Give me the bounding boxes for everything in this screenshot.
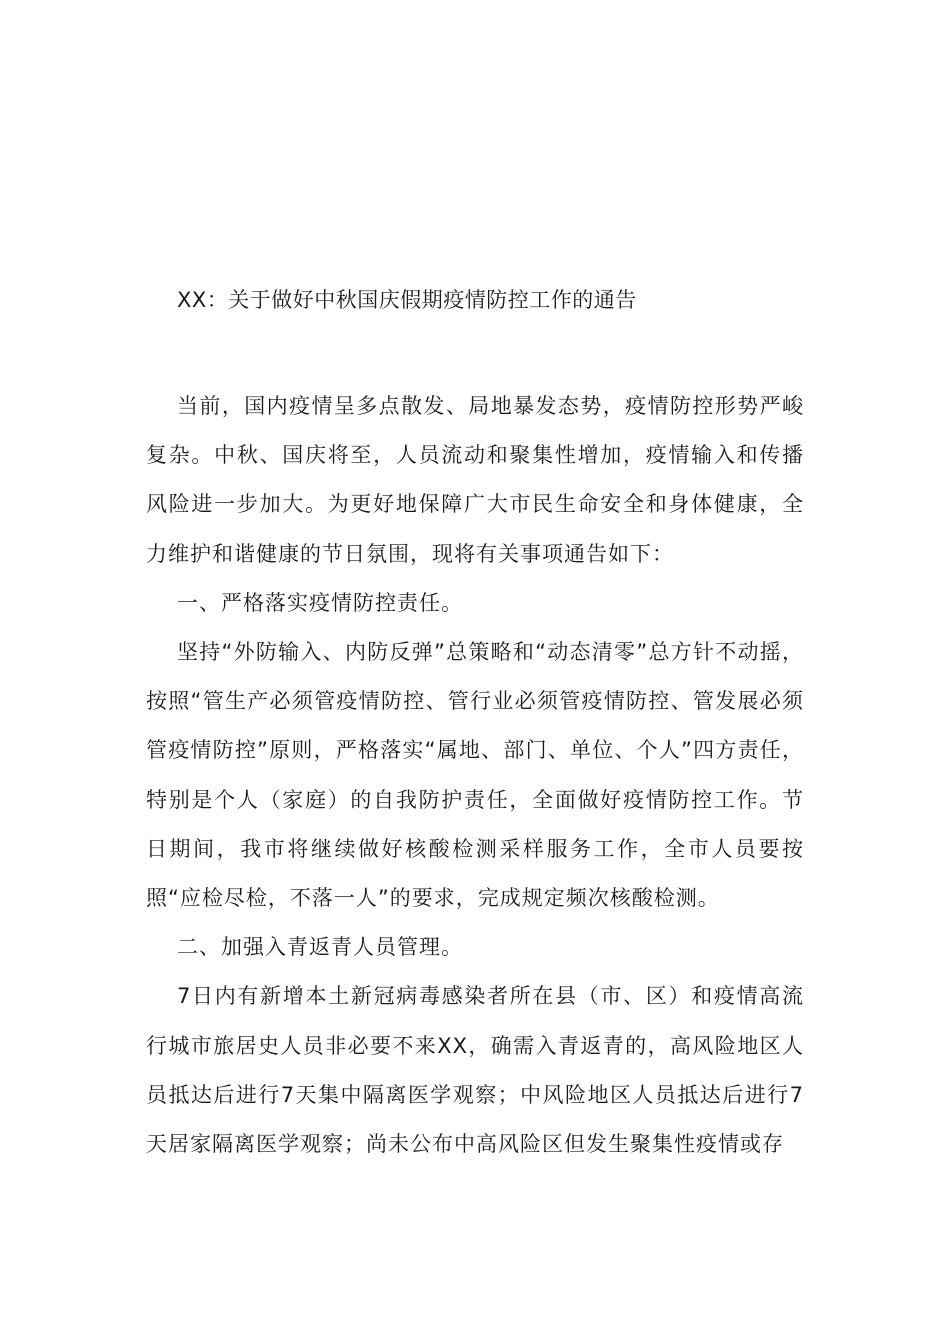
- document-title: XX：关于做好中秋国庆假期疫情防控工作的通告: [177, 288, 637, 312]
- intro-paragraph: 当前，国内疫情呈多点散发、局地暴发态势，疫情防控形势严峻复杂。中秋、国庆将至，人员流动和聚集性增加，疫情输入和传播风险进一步加大。为更好地保障广大市民生命安全和身体健康，全力维护和谐健康的节日氛围，现将有关事项通告如下：: [146, 394, 804, 566]
- section-2-paragraph: 7日内有新增本土新冠病毒感染者所在县（市、区）和疫情高流行城市旅居史人员非必要不来XX，确需入青返青的，高风险地区人员抵达后进行7天集中隔离医学观察；中风险地区人员抵达后进行7天居家隔离医学观察；尚未公布中高风险区但发生聚集性疫情或存: [146, 984, 804, 1157]
- document-body: [146, 382, 804, 1169]
- section-1-paragraph: 坚持“外防输入、内防反弹”总策略和“动态清零”总方针不动摇，按照“管生产必须管疫情防控、管行业必须管疫情防控、管发展必须管疫情防控”原则，严格落实“属地、部门、单位、个人”四方责任，特别是个人（家庭）的自我防护责任，全面做好疫情防控工作。节日期间，我市将继续做好核酸检测采样服务工作，全市人员要按照“应检尽检，不落一人”的要求，完成规定频次核酸检测。: [146, 640, 804, 911]
- section-heading-1: 一、严格落实疫情防控责任。: [177, 590, 463, 615]
- section-heading-2: 二、加强入青返青人员管理。: [177, 935, 463, 960]
